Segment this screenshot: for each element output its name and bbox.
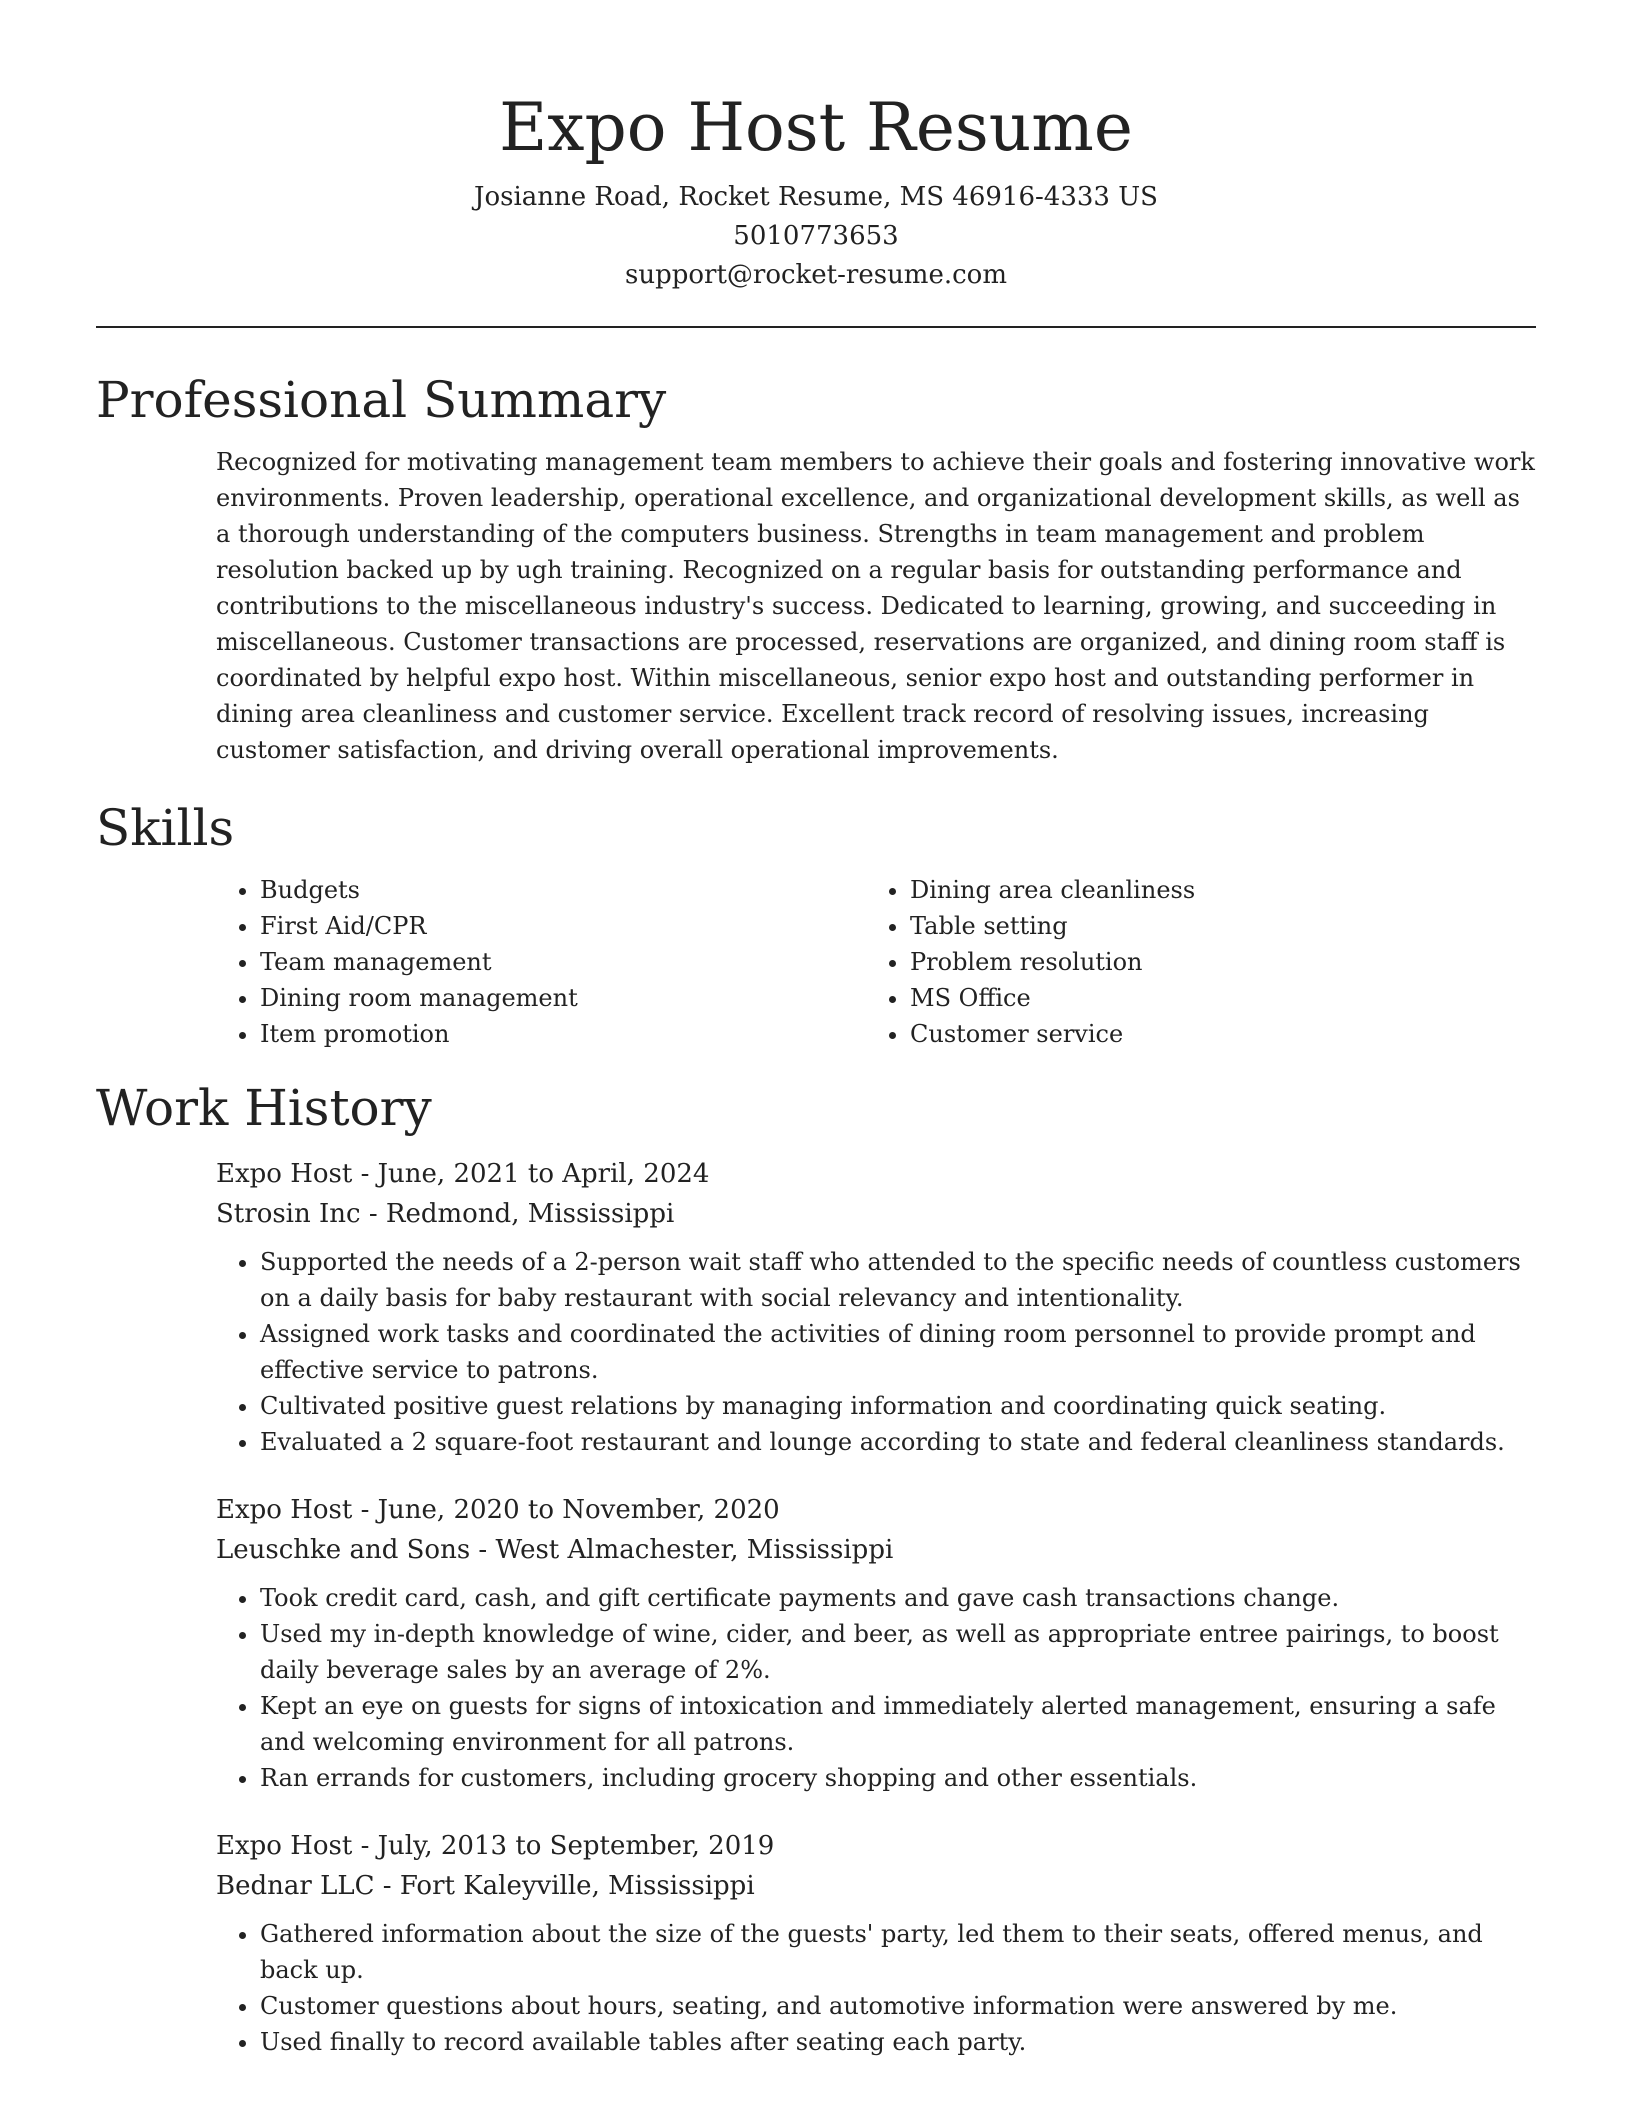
contact-block [96,178,1536,295]
job-bullet: • Ran errands for customers, including grocery shopping and other essentials. [260,1760,1536,1796]
skill-item: • Dining room management [260,980,866,1016]
skill-item: • First Aid/CPR [260,908,866,944]
skill-item: • Budgets [260,872,866,908]
job-entry [216,1490,1536,1796]
skill-item: • Table setting [910,908,1516,944]
skills-heading: Skills [96,799,235,857]
job-bullet: • Kept an eye on guests for signs of intoxication and immediately alerted management, ensuring a safe and welcoming environment for all patrons. [260,1688,1536,1760]
section-summary [96,370,1536,768]
skill-item: • Customer service [910,1016,1516,1052]
job-bullet: • Used my in-depth knowledge of wine, cider, and beer, as well as appropriate entree pairings, to boost daily beverage sales by an average of 2%. [260,1616,1536,1688]
contact-phone: 5010773653 [733,221,899,251]
skill-item: • Team management [260,944,866,980]
job-bullet: • Supported the needs of a 2-person wait staff who attended to the specific needs of countless customers on a daily basis for baby restaurant with social relevancy and intentionality. [260,1244,1536,1316]
job-bullets [216,1580,1536,1796]
resume-header [96,0,1536,295]
skill-item: • MS Office [910,980,1516,1016]
resume-page [96,0,1536,2060]
job-company-location: Leuschke and Sons - West Almachester, Mississippi [216,1535,894,1565]
skills-left-list [216,872,866,1052]
job-bullet: • Evaluated a 2 square-foot restaurant and lounge according to state and federal cleanliness standards. [260,1424,1536,1460]
job-bullet: • Assigned work tasks and coordinated the activities of dining room personnel to provide prompt and effective service to patrons. [260,1316,1536,1388]
job-bullet: • Used finally to record available tables after seating each party. [260,2024,1536,2060]
job-title-dates: Expo Host - July, 2013 to September, 2019 [216,1831,775,1861]
job-bullet: • Customer questions about hours, seating, and automotive information were answered by me. [260,1988,1536,2024]
contact-address: Josianne Road, Rocket Resume, MS 46916-4333 US [474,182,1158,212]
job-title-dates: Expo Host - June, 2020 to November, 2020 [216,1495,780,1525]
skill-item: • Item promotion [260,1016,866,1052]
work-history-heading: Work History [96,1079,432,1137]
job-company-location: Bednar LLC - Fort Kaleyville, Mississippi [216,1871,755,1901]
skill-item: • Dining area cleanliness [910,872,1516,908]
skills-columns [216,872,1536,1052]
job-company-location: Strosin Inc - Redmond, Mississippi [216,1199,675,1229]
skill-item: • Problem resolution [910,944,1516,980]
summary-text: Recognized for motivating management team members to achieve their goals and fostering innovative work environments. Proven leadership, operational excellence, and organizational development skills, as well as a thorough understanding of the computers business. Strengths in team management and problem resolution backed up by ugh training. Recognized on a regular basis for outstanding performance and contributions to the miscellaneous industry's success. Dedicated to learning, growing, and succeeding in miscellaneous. Customer transactions are processed, reservations are organized, and dining room staff is coordinated by helpful expo host. Within miscellaneous, senior expo host and outstanding performer in dining area cleanliness and customer service. Excellent track record of resolving issues, increasing customer satisfaction, and driving overall operational improvements. [216,448,1535,764]
job-bullet: • Cultivated positive guest relations by managing information and coordinating quick seating. [260,1388,1536,1424]
job-bullets [216,1916,1536,2060]
job-title-dates: Expo Host - June, 2021 to April, 2024 [216,1159,710,1189]
job-bullet: • Took credit card, cash, and gift certificate payments and gave cash transactions change. [260,1580,1536,1616]
resume-title: Expo Host Resume [499,89,1133,166]
job-entry [216,1826,1536,2060]
contact-email: support@rocket-resume.com [624,260,1007,290]
header-divider [96,326,1536,328]
skills-right-list [866,872,1516,1052]
job-bullet: • Gathered information about the size of the guests' party, led them to their seats, offered menus, and back up. [260,1916,1536,1988]
job-bullets [216,1244,1536,1460]
section-work-history [96,1078,1536,2060]
summary-heading: Professional Summary [96,371,667,429]
job-entry [216,1154,1536,1460]
section-skills [96,798,1536,1052]
